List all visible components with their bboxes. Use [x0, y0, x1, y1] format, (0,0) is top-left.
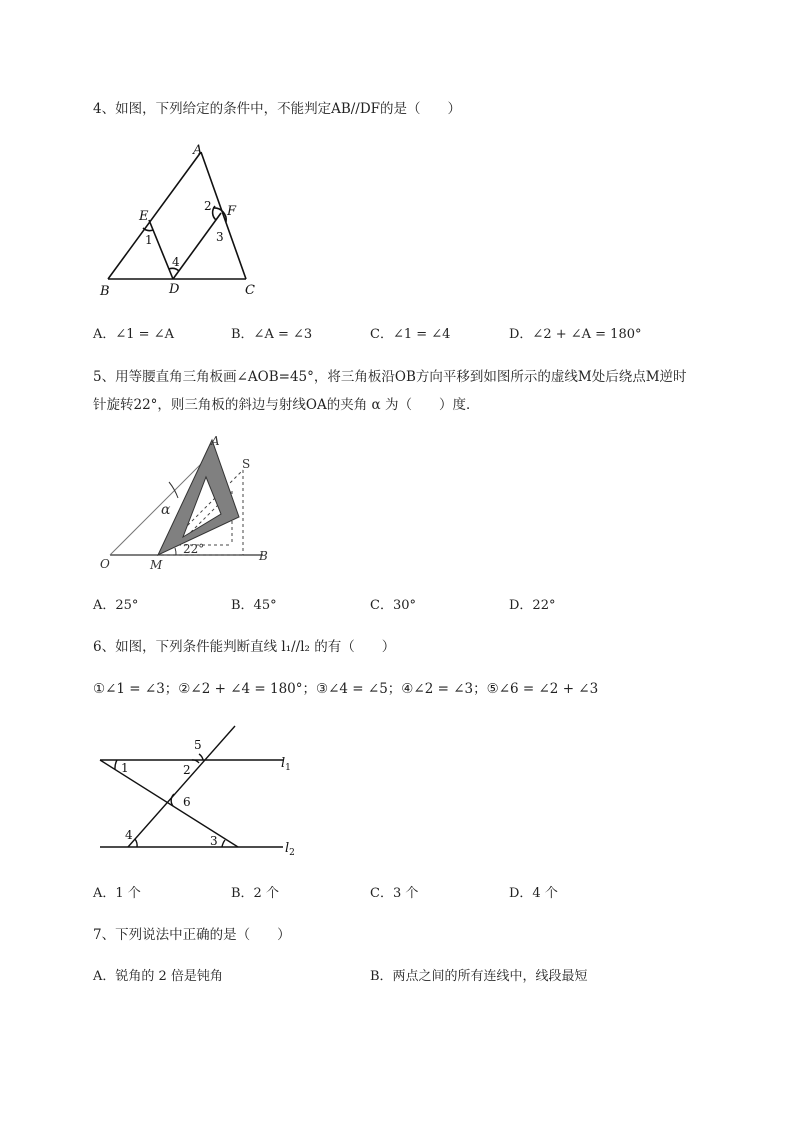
q4-option-b[interactable]: B．∠A = ∠3 [231, 327, 313, 342]
label-angle-1: 1 [145, 233, 153, 247]
q6-option-b[interactable]: B．2 个 [231, 886, 279, 901]
label-b: B [100, 284, 110, 299]
line-ed [149, 220, 173, 279]
label-angle-5: 5 [194, 738, 202, 752]
label-a: A [193, 143, 203, 158]
line-ac [201, 152, 246, 279]
q6-option-c[interactable]: C．3 个 [370, 886, 419, 901]
q6-option-d[interactable]: D．4 个 [509, 886, 558, 901]
label-angle-4: 4 [172, 255, 180, 269]
q7-text: 7、下列说法中正确的是（ ） [93, 927, 291, 943]
label-angle-3: 3 [216, 230, 224, 244]
q5-figure [95, 432, 285, 572]
label-angle-1: 1 [121, 761, 129, 775]
q7-option-b[interactable]: B．两点之间的所有连线中，线段最短 [370, 969, 588, 984]
angle-1-arc [115, 760, 117, 769]
label-angle-4: 4 [125, 828, 133, 842]
q5-option-a[interactable]: A．25° [93, 598, 139, 613]
q5-option-c[interactable]: C．30° [370, 598, 416, 613]
transversal-2 [128, 726, 235, 847]
angle-3-arc [222, 840, 225, 847]
q4-text: 4、如图，下列给定的条件中，不能判定AB//DF的是（ ） [93, 101, 462, 117]
q6-text: 6、如图，下列条件能判断直线 l₁//l₂ 的有（ ） [93, 639, 396, 655]
q6-conditions: ①∠1 = ∠3；②∠2 + ∠4 = 180°；③∠4 = ∠5；④∠2 = ∠3；⑤∠6 = ∠2 + ∠3 [93, 681, 599, 697]
label-a: A [211, 434, 220, 448]
label-e: E [139, 209, 149, 224]
rotated-set-square [158, 440, 239, 555]
label-angle-6: 6 [183, 795, 191, 809]
q6-figure [95, 722, 305, 862]
angle-alpha-arc [169, 482, 178, 498]
label-s: S [242, 457, 251, 471]
q6-option-a[interactable]: A．1 个 [93, 886, 141, 901]
label-o: O [100, 557, 110, 571]
q5-text-line2: 针旋转22°，则三角板的斜边与射线OA的夹角 α 为（ ）度． [93, 397, 480, 413]
label-l2: $l_2$ [285, 841, 295, 858]
label-f: F [227, 204, 237, 219]
q4-option-d[interactable]: D．∠2 + ∠A = 180° [509, 327, 642, 342]
label-angle-3: 3 [210, 834, 218, 848]
q4-option-a[interactable]: A．∠1 = ∠A [93, 327, 174, 342]
label-alpha: α [161, 502, 171, 518]
label-d: D [169, 282, 180, 297]
q4-figure [95, 140, 265, 300]
label-b: B [259, 549, 268, 563]
line-df [173, 213, 221, 279]
label-m: M [150, 558, 163, 572]
label-angle-2: 2 [183, 763, 191, 777]
angle-5-arc [199, 754, 203, 760]
q5-option-d[interactable]: D．22° [509, 598, 556, 613]
q4-option-c[interactable]: C．∠1 = ∠4 [370, 327, 451, 342]
q5-text-line1: 5、用等腰直角三角板画∠AOB=45°，将三角板沿OB方向平移到如图所示的虚线M处后绕点M逆时 [93, 369, 687, 385]
angle-4-arc [135, 839, 137, 847]
q5-option-b[interactable]: B．45° [231, 598, 277, 613]
label-l1: $l_1$ [281, 756, 291, 773]
label-22-degrees: 22° [183, 542, 205, 556]
q7-option-a[interactable]: A．锐角的 2 倍是钝角 [93, 969, 223, 984]
label-angle-2: 2 [204, 199, 212, 213]
label-c: C [245, 283, 255, 298]
angle-22-arc [175, 548, 176, 555]
